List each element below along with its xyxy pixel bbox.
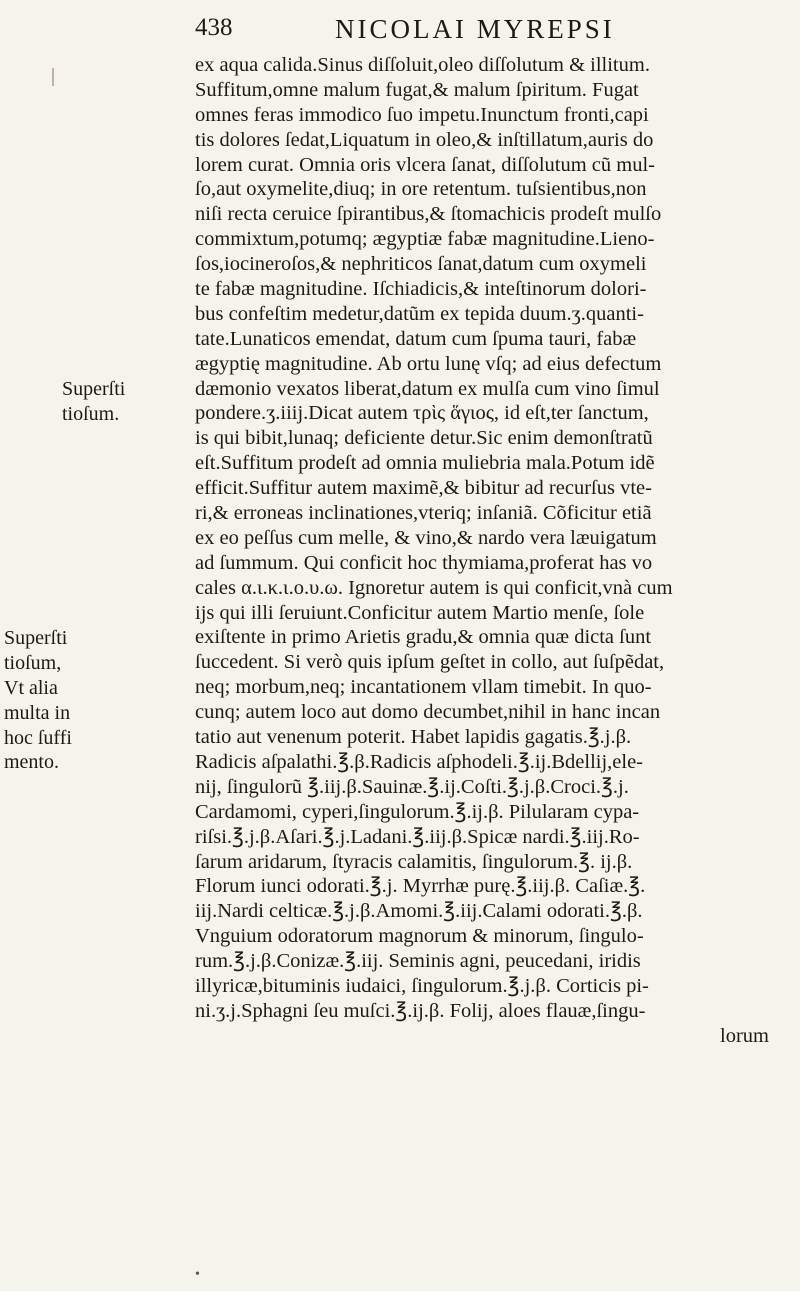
- marginal-note-1: [62, 377, 242, 427]
- marginal-note-line: tioſum.: [62, 402, 120, 425]
- text-line: omnes feras immodico ſuo impetu.Inunctum fronti,capi: [195, 103, 649, 126]
- text-line: ſo,aut oxymelite,diuq; in ore retentum. tuſsientibus,non: [195, 178, 647, 201]
- text-line: is qui bibit,lunaq; deficiente detur.Sic enim demonſtratũ: [195, 427, 653, 450]
- text-line: lorum: [720, 1024, 769, 1047]
- marginal-note-line: hoc ſuffi: [4, 726, 72, 749]
- text-line: commixtum,potumq; ægyptiæ fabæ magnitudine.Lieno-: [195, 228, 655, 251]
- text-line: bus confeſtim medetur,datũm ex tepida duum.ʒ.quanti-: [195, 302, 644, 325]
- text-line: tis dolores ſedat,Liquatum in oleo,& inſtillatum,auris do: [195, 128, 654, 151]
- text-line: niſi recta ceruice ſpirantibus,& ſtomachicis prodeſt mulſo: [195, 203, 662, 226]
- text-line: ijs qui illi ſeruiunt.Conficitur autem Martio menſe, ſole: [195, 601, 645, 624]
- marginal-note-line: multa in: [4, 701, 71, 724]
- text-line: ex eo peſſus cum melle, & vino,& nardo vera læuigatum: [195, 526, 657, 549]
- main-text-block: [195, 53, 795, 1049]
- marginal-note-line: Vt alia: [4, 676, 58, 699]
- text-line: Vnguium odoratorum magnorum & minorum, ſingulo-: [195, 925, 644, 948]
- marginal-note-line: Superſti: [4, 627, 68, 649]
- text-line: dæmonio vexatos liberat,datum ex mulſa cum vino ſimul: [195, 377, 660, 400]
- text-line: tate.Lunaticos emendat, datum cum ſpuma tauri, fabæ: [195, 327, 637, 350]
- text-line: riſsi.℥.j.β.Aſari.℥.j.Ladani.℥.iij.β.Spicæ nardi.℥.iij.Ro-: [195, 825, 640, 848]
- marginal-note-2: [4, 626, 184, 775]
- text-line: cales α.ι.κ.ι.ο.υ.ω. Ignoretur autem is qui conficit,vnà cum: [195, 576, 673, 599]
- text-line: rum.℥.j.β.Conizæ.℥.iij. Seminis agni, peucedani, iridis: [195, 950, 641, 973]
- text-line: illyricæ,bituminis iudaici, ſingulorum.℥.j.β. Corticis pi-: [195, 974, 649, 997]
- text-line: Florum iunci odorati.℥.j. Myrrhæ purę.℥.iij.β. Caſiæ.℥.: [195, 875, 646, 898]
- running-title: NICOLAI MYREPSI: [335, 14, 615, 44]
- text-line: ægyptię magnitudine. Ab ortu lunę vſq; ad eius defectum: [195, 352, 662, 375]
- text-line: Suffitum,omne malum fugat,& malum ſpiritum. Fugat: [195, 78, 639, 101]
- text-line: ri,& erroneas inclinationes,vteriq; inſaniã. Cõficitur etiã: [195, 502, 652, 525]
- marginal-note-line: Superſti: [62, 378, 126, 400]
- text-line: tatio aut venenum poterit. Habet lapidis gagatis.℥.j.β.: [195, 726, 632, 749]
- text-line: Radicis aſpalathi.℥.β.Radicis aſphodeli.℥.ij.Bdellij,ele-: [195, 750, 643, 773]
- text-line: lorem curat. Omnia oris vlcera ſanat, diſſolutum cũ mul-: [195, 153, 655, 176]
- text-line: Cardamomi, cyperi,ſingulorum.℥.ij.β. Pilularam cypa-: [195, 800, 640, 823]
- text-line: ad ſummum. Qui conficit hoc thymiama,proferat has vo: [195, 551, 653, 574]
- text-line: ex aqua calida.Sinus diſſoluit,oleo diſſolutum & illitum.: [195, 54, 650, 76]
- margin-stroke: [52, 68, 54, 86]
- text-line: pondere.ʒ.iiij.Dicat autem τρὶς ἅγιος, id eſt,ter ſanctum,: [195, 402, 649, 425]
- marginal-note-line: tioſum,: [4, 651, 62, 674]
- text-line: exiſtente in primo Arietis gradu,& omnia quæ dicta ſunt: [195, 626, 652, 649]
- text-line: neq; morbum,neq; incantationem vllam timebit. In quo-: [195, 676, 652, 699]
- text-line: ni.ʒ.j.Sphagni ſeu muſci.℥.ij.β. Folij, aloes flauæ,ſingu-: [195, 999, 646, 1022]
- page-number: 438: [195, 14, 233, 41]
- text-line: nij, ſingulorũ ℥.iij.β.Sauinæ.℥.ij.Coſti.℥.j.β.Croci.℥.j.: [195, 775, 629, 798]
- catchword-mark: •: [195, 1267, 200, 1282]
- text-line: efficit.Suffitur autem maximẽ,& bibitur ad recurſus vte-: [195, 477, 652, 500]
- text-line: iij.Nardi celticæ.℥.j.β.Amomi.℥.iij.Calami odorati.℥.β.: [195, 900, 643, 923]
- text-line: eſt.Suffitum prodeſt ad omnia muliebria mala.Potum idẽ: [195, 452, 655, 475]
- text-line: ſuccedent. Si verò quis ipſum geſtet in collo, aut ſuſpẽdat,: [195, 651, 665, 674]
- marginal-note-line: mento.: [4, 751, 59, 774]
- text-line: ſarum aridarum, ſtyracis calamitis, ſingulorum.℥. ij.β.: [195, 850, 633, 873]
- text-line: te fabæ magnitudine. Iſchiadicis,& inteſtinorum dolori-: [195, 278, 647, 301]
- text-line: ſos,iocineroſos,& nephriticos ſanat,datum cum oxymeli: [195, 253, 647, 276]
- text-line: cunq; autem loco aut domo decumbet,nihil in hanc incan: [195, 701, 661, 724]
